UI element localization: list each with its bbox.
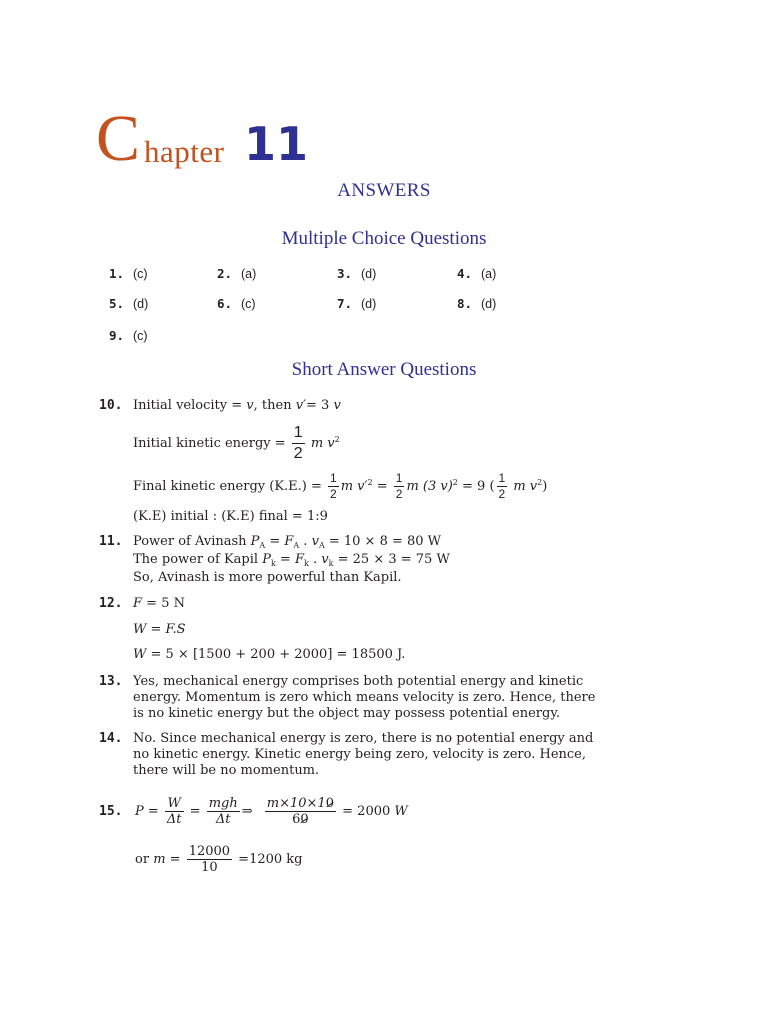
fraction	[497, 471, 508, 502]
denominator: 2	[395, 487, 403, 501]
q11-line-3: So, Avinash is more powerful than Kapil.	[133, 570, 402, 585]
mcq-number: 9.	[108, 328, 124, 343]
q14-answer: No. Since mechanical energy is zero, there is no potential energy and no kinetic energy. Kinetic energy being zero, velocity is zero. Hence, there will be no momentum.	[133, 731, 594, 778]
math-var: m v	[306, 436, 335, 451]
text-run: = 5 × [1500 + 200 + 2000] = 18500 J.	[146, 647, 406, 662]
text-run: .	[308, 552, 322, 567]
q12-line-3	[133, 646, 405, 664]
superscript: 2	[367, 478, 373, 487]
question-number: 15.	[99, 804, 123, 819]
math-var: m v	[509, 479, 538, 494]
question-number: 12.	[99, 596, 123, 611]
text-run: Initial kinetic energy =	[133, 436, 290, 451]
text-run: , then	[253, 398, 296, 413]
mcq-number: 2.	[216, 266, 232, 281]
mcq-item	[336, 264, 377, 284]
subscript: A	[318, 541, 325, 550]
text-run: )	[542, 479, 548, 494]
math-var: v′	[295, 398, 306, 413]
q15-line-2	[135, 844, 303, 875]
text-run: =	[143, 804, 163, 819]
mcq-answer: (c)	[133, 267, 148, 281]
mcq-item	[216, 264, 257, 284]
mcq-answer: (c)	[241, 297, 256, 311]
q12-line-2: W = F.S	[133, 622, 186, 637]
mcq-section-title: Multiple Choice Questions	[281, 228, 487, 249]
fraction	[394, 471, 405, 502]
text-run: Final kinetic energy (K.E.) =	[133, 479, 327, 494]
fraction	[165, 796, 184, 827]
text-run: = 10 × 8 = 80 W	[324, 534, 442, 549]
mcq-number: 7.	[336, 296, 352, 311]
math-var: m (3 v)	[406, 479, 453, 494]
mcq-number: 5.	[108, 296, 124, 311]
text-run: = 3	[306, 398, 334, 413]
subscript: A	[293, 541, 300, 550]
q10-line-1	[133, 397, 341, 415]
subscript: A	[259, 541, 266, 550]
math-var: m	[153, 852, 166, 867]
chapter-number: 11	[244, 117, 309, 171]
implies-arrow: ⇒	[241, 804, 253, 819]
mcq-item	[216, 294, 256, 314]
text-run: =	[372, 479, 392, 494]
mcq-number: 4.	[456, 266, 472, 281]
numerator: 1	[292, 423, 305, 444]
text-run: The power of Kapil	[133, 552, 263, 567]
saq-section-title: Short Answer Questions	[291, 359, 477, 380]
mcq-answer: (a)	[241, 267, 257, 281]
mcq-item	[108, 264, 148, 284]
answers-title: ANSWERS	[337, 180, 431, 201]
math-var: F	[284, 534, 294, 549]
text-run: =	[265, 534, 285, 549]
math-var: v	[321, 552, 329, 567]
text-run: =	[275, 552, 295, 567]
text-run: = 2000	[338, 804, 395, 819]
fraction	[187, 844, 232, 875]
fraction	[292, 423, 305, 464]
cancelled-digit: 0	[300, 812, 309, 827]
subscript: k	[270, 559, 276, 568]
question-number: 14.	[99, 731, 123, 746]
text-run: = 9 (	[457, 479, 495, 494]
q15-line-1	[135, 796, 408, 827]
superscript: 2	[537, 478, 543, 487]
mcq-number: 8.	[456, 296, 472, 311]
q10-line-4: (K.E) initial : (K.E) final = 1:9	[133, 509, 328, 524]
superscript: 2	[452, 478, 458, 487]
text-run: Initial velocity =	[133, 398, 247, 413]
text-run: =1200 kg	[234, 852, 303, 867]
mcq-item	[336, 294, 377, 314]
mcq-number: 1.	[108, 266, 124, 281]
numerator-text: m×10×1	[266, 796, 326, 811]
numerator: mgh	[208, 796, 238, 811]
mcq-answer: (d)	[481, 297, 497, 311]
fraction	[207, 796, 240, 827]
denominator: 2	[330, 487, 337, 501]
denominator: Δt	[166, 812, 182, 827]
q10-line-3	[133, 471, 547, 502]
q10-line-2	[133, 423, 340, 464]
text-run: Power of Avinash	[133, 534, 251, 549]
question-number: 13.	[99, 674, 123, 689]
q12-line-1	[133, 595, 185, 613]
math-var: m v′	[340, 479, 368, 494]
math-var: P	[262, 552, 271, 567]
denominator: 2	[293, 445, 303, 462]
mcq-answer: (d)	[361, 267, 377, 281]
text-run: =	[185, 804, 205, 819]
fraction	[328, 471, 339, 502]
mcq-item	[108, 326, 148, 346]
fraction	[265, 796, 336, 827]
mcq-item	[456, 264, 497, 284]
text-run: or	[135, 852, 154, 867]
denominator-text: 6	[292, 812, 301, 827]
numerator: 1	[498, 471, 506, 485]
q13-answer: Yes, mechanical energy comprises both potential energy and kinetic energy. Momentum is zero which means velocity is zero. Hence, there is no kinetic energy but the object may possess potential energy.	[133, 674, 596, 721]
mcq-item	[108, 294, 149, 314]
mcq-number: 6.	[216, 296, 232, 311]
text-run: .	[299, 534, 312, 549]
math-var: v	[311, 534, 319, 549]
denominator: 10	[201, 860, 218, 875]
numerator: W	[165, 796, 184, 812]
denominator	[265, 812, 336, 827]
denominator: 2	[498, 487, 506, 501]
mcq-answer: (c)	[133, 329, 148, 343]
numerator: 1	[330, 471, 337, 485]
mcq-answer: (d)	[361, 297, 377, 311]
question-number: 11.	[99, 534, 123, 549]
denominator: Δt	[215, 812, 231, 827]
mcq-answer: (d)	[133, 297, 149, 311]
chapter-initial: C	[96, 102, 141, 175]
math-var: F	[133, 596, 143, 611]
text-run: =	[165, 852, 185, 867]
mcq-answer: (a)	[481, 267, 497, 281]
math-var: F	[294, 552, 304, 567]
numerator	[265, 796, 336, 812]
cancelled-digit: 0	[325, 796, 335, 811]
text-run: = 25 × 3 = 75 W	[333, 552, 450, 567]
math-var: v	[246, 398, 254, 413]
math-var: v	[333, 398, 341, 413]
math-var: P	[135, 804, 144, 819]
chapter-word: hapter	[144, 134, 225, 169]
numerator: 12000	[188, 844, 231, 859]
numerator: 1	[395, 471, 403, 485]
text-run: = 5 N	[142, 596, 185, 611]
superscript: 2	[334, 435, 340, 444]
question-number: 10.	[99, 398, 123, 413]
subscript: k	[304, 559, 309, 568]
mcq-item	[456, 294, 497, 314]
subscript: k	[328, 559, 334, 568]
math-var: W	[133, 647, 147, 662]
math-var: W	[394, 804, 408, 819]
mcq-number: 3.	[336, 266, 352, 281]
math-var: P	[250, 534, 260, 549]
